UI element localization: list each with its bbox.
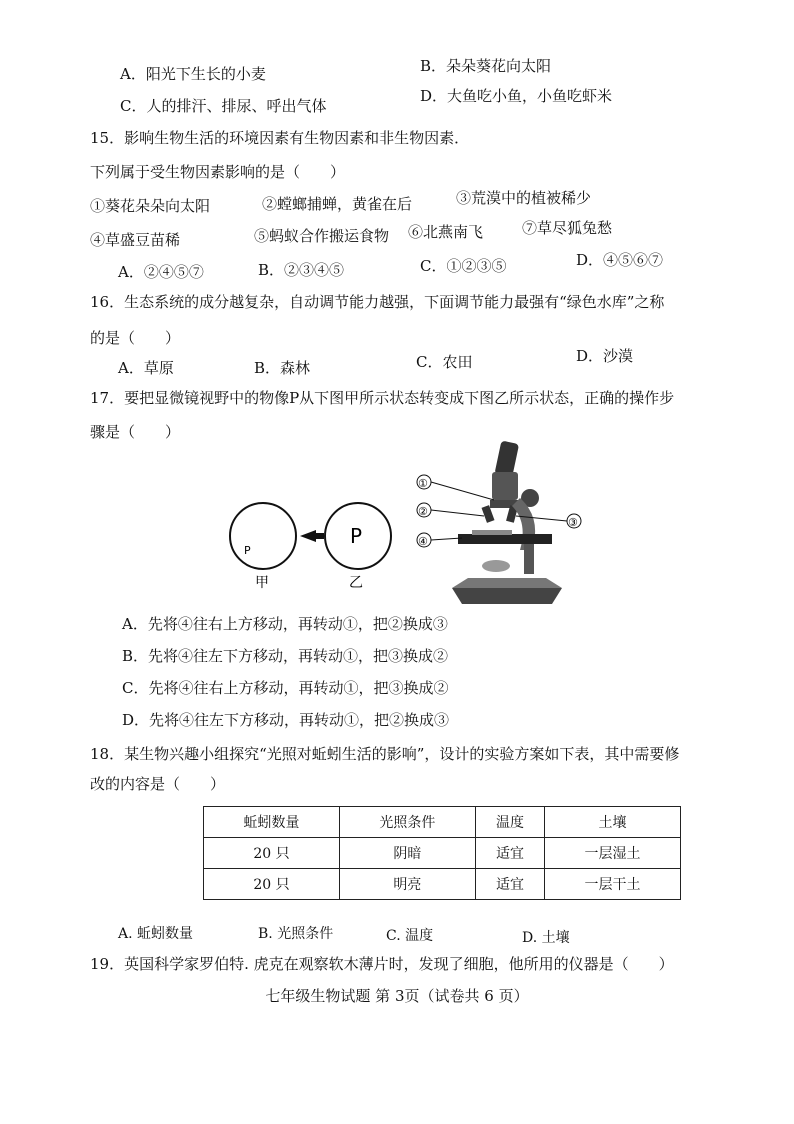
experiment-table (203, 806, 681, 900)
marker-1-label: ① (418, 477, 428, 490)
q18-option-c: C. 温度 (386, 928, 434, 944)
q18-option-a: A. 蚯蚓数量 (118, 926, 194, 942)
q15-option-a: A．②④⑤⑦ (118, 263, 204, 281)
q14-option-d: D．大鱼吃小鱼，小鱼吃虾米 (420, 87, 613, 105)
table-header-cell: 光照条件 (339, 807, 475, 838)
view-circle-jia (230, 503, 296, 569)
microscope-icon (452, 440, 562, 604)
marker-4-label: ④ (418, 535, 428, 548)
table-cell: 20 只 (204, 838, 340, 869)
q15-option-c: C．①②③⑤ (420, 257, 507, 275)
label-yi: 乙 (349, 575, 363, 591)
table-cell: 明亮 (339, 869, 475, 900)
q15-item-5: ⑤蚂蚁合作搬运食物 (254, 227, 390, 245)
table-row (204, 869, 681, 900)
q17-option-b: B．先将④往左下方移动，再转动①，把③换成② (122, 647, 449, 665)
q16-stem-line2: 的是（ ） (90, 329, 181, 347)
q16-option-d: D．沙漠 (576, 347, 634, 365)
table-cell: 一层湿土 (545, 838, 681, 869)
arrow-icon (300, 530, 324, 542)
q15-item-6: ⑥北燕南飞 (408, 223, 484, 241)
microscope-diagram (412, 438, 592, 608)
q17-stem-line1: 17．要把显微镜视野中的物像P从下图甲所示状态转变成下图乙所示状态，正确的操作步 (90, 389, 675, 407)
q18-option-d: D. 土壤 (522, 930, 570, 946)
q16-option-c: C．农田 (416, 353, 473, 371)
q14-option-b: B．朵朵葵花向太阳 (420, 57, 552, 75)
table-header-cell: 蚯蚓数量 (204, 807, 340, 838)
table-cell: 一层干土 (545, 869, 681, 900)
marker-3-label: ③ (568, 516, 578, 529)
table-header-row (204, 807, 681, 838)
q15-item-7: ⑦草尽狐兔愁 (522, 219, 613, 237)
marker-2-label: ② (418, 505, 428, 518)
q17-option-a: A．先将④往右上方移动，再转动①，把②换成③ (122, 615, 448, 633)
table-cell: 适宜 (475, 869, 544, 900)
small-p-label: P (244, 544, 251, 557)
page-footer: 七年级生物试题 第 3页（试卷共 6 页） (265, 987, 529, 1005)
q15-stem-line2: 下列属于受生物因素影响的是（ ） (90, 163, 346, 181)
table-header-cell: 土壤 (545, 807, 681, 838)
label-jia: 甲 (255, 575, 269, 591)
q17-option-c: C．先将④往右上方移动，再转动①，把③换成② (122, 679, 449, 697)
q16-option-b: B．森林 (254, 359, 311, 377)
q15-item-4: ④草盛豆苗稀 (90, 231, 181, 249)
q18-stem-line2: 改的内容是（ ） (90, 775, 226, 793)
table-header-cell: 温度 (475, 807, 544, 838)
q17-stem-line2: 骤是（ ） (90, 423, 181, 441)
q17-option-d: D．先将④往左下方移动，再转动①，把②换成③ (122, 711, 450, 729)
table-cell: 适宜 (475, 838, 544, 869)
q18-option-b: B. 光照条件 (258, 926, 334, 942)
big-p-label: P (350, 524, 363, 548)
q15-option-b: B．②③④⑤ (258, 261, 345, 279)
table-cell: 20 只 (204, 869, 340, 900)
q15-stem-line1: 15．影响生物生活的环境因素有生物因素和非生物因素． (90, 129, 470, 147)
q15-item-2: ②螳螂捕蝉，黄雀在后 (262, 195, 413, 213)
field-of-view-diagram (220, 492, 405, 592)
q19-stem: 19．英国科学家罗伯特. 虎克在观察软木薄片时，发现了细胞，他所用的仪器是（ ） (90, 955, 674, 973)
q16-stem-line1: 16．生态系统的成分越复杂，自动调节能力越强，下面调节能力最强有“绿色水库”之称 (90, 293, 665, 311)
q15-item-1: ①葵花朵朵向太阳 (90, 197, 211, 215)
table-cell: 阴暗 (339, 838, 475, 869)
q18-stem-line1: 18．某生物兴趣小组探究“光照对蚯蚓生活的影响”，设计的实验方案如下表，其中需要修 (90, 745, 680, 763)
q14-option-a: A．阳光下生长的小麦 (120, 65, 266, 83)
q14-option-c: C．人的排汗、排尿、呼出气体 (120, 97, 327, 115)
q15-option-d: D．④⑤⑥⑦ (576, 251, 664, 269)
q15-item-3: ③荒漠中的植被稀少 (456, 189, 592, 207)
q16-option-a: A．草原 (118, 359, 174, 377)
table-row (204, 838, 681, 869)
